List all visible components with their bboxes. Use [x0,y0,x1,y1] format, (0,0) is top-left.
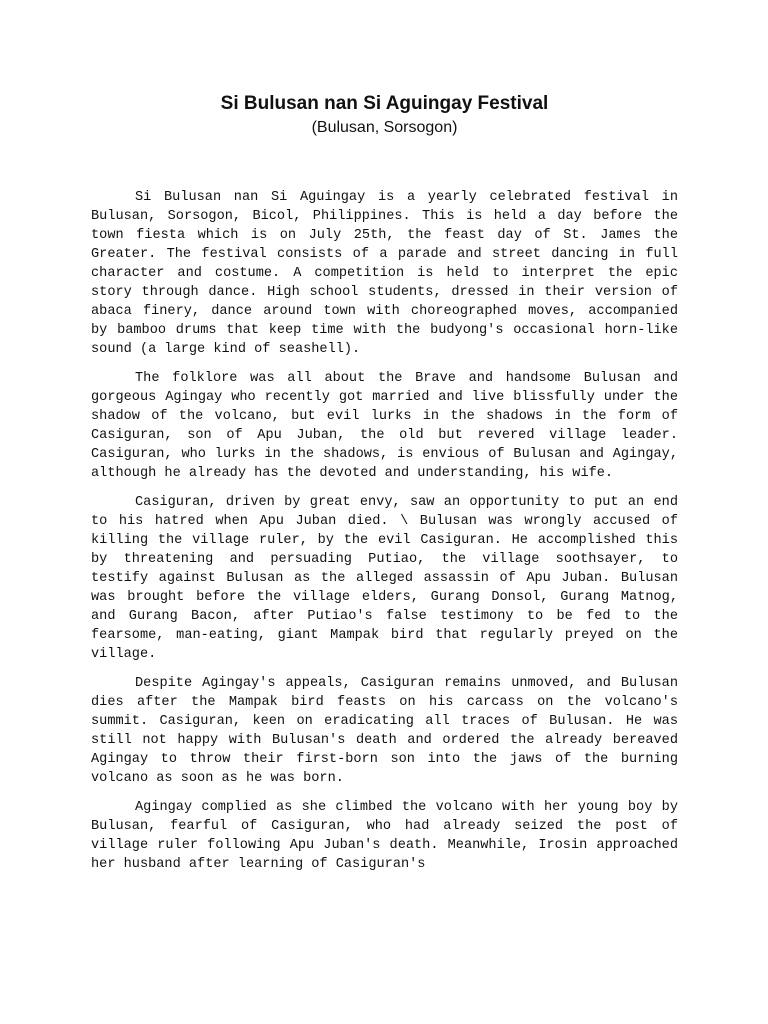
document-subtitle: (Bulusan, Sorsogon) [311,119,458,136]
document-body [91,188,678,874]
paragraph: Despite Agingay's appeals, Casiguran remains unmoved, and Bulusan dies after the Mampak bird feasts on his carcass on the volcano's summit. Casiguran, keen on eradicating all traces of Bulusan. He was still not happy with Bulusan's death and ordered the already bereaved Agingay to throw their first-born son into the jaws of the burning volcano as soon as he was born. [91,676,678,786]
paragraph: Agingay complied as she climbed the volcano with her young boy by Bulusan, fearful of Casiguran, who had already seized the post of village ruler following Apu Juban's death. Meanwhile, Irosin approached her husband after learning of Casiguran's [91,800,678,872]
document-title: Si Bulusan nan Si Aguingay Festival [220,93,549,114]
paragraph: The folklore was all about the Brave and handsome Bulusan and gorgeous Agingay who recently got married and live blissfully under the shadow of the volcano, but evil lurks in the shadows in the form of Casiguran, son of Apu Juban, the old but revered village leader. Casiguran, who lurks in the shadows, is envious of Bulusan and Agingay, although he already has the devoted and understanding, his wife. [91,371,678,481]
paragraph: Casiguran, driven by great envy, saw an opportunity to put an end to his hatred when Apu Juban died. \ Bulusan was wrongly accused of killing the village ruler, by the evil Casiguran. He accomplished this by threatening and persuading Putiao, the village soothsayer, to testify against Bulusan as the alleged assassin of Apu Juban. Bulusan was brought before the village elders, Gurang Donsol, Gurang Matnog, and Gurang Bacon, after Putiao's false testimony to be fed to the fearsome, man-eating, giant Mampak bird that regularly preyed on the village. [91,495,678,662]
paragraph: Si Bulusan nan Si Aguingay is a yearly celebrated festival in Bulusan, Sorsogon, Bicol, Philippines. This is held a day before the town fiesta which is on July 25th, the feast day of St. James the Greater. The festival consists of a parade and street dancing in full character and costume. A competition is held to interpret the epic story through dance. High school students, dressed in their version of abaca finery, dance around town with choreographed moves, accompanied by bamboo drums that keep time with the budyong's occasional horn-like sound (a large kind of seashell). [91,190,678,357]
